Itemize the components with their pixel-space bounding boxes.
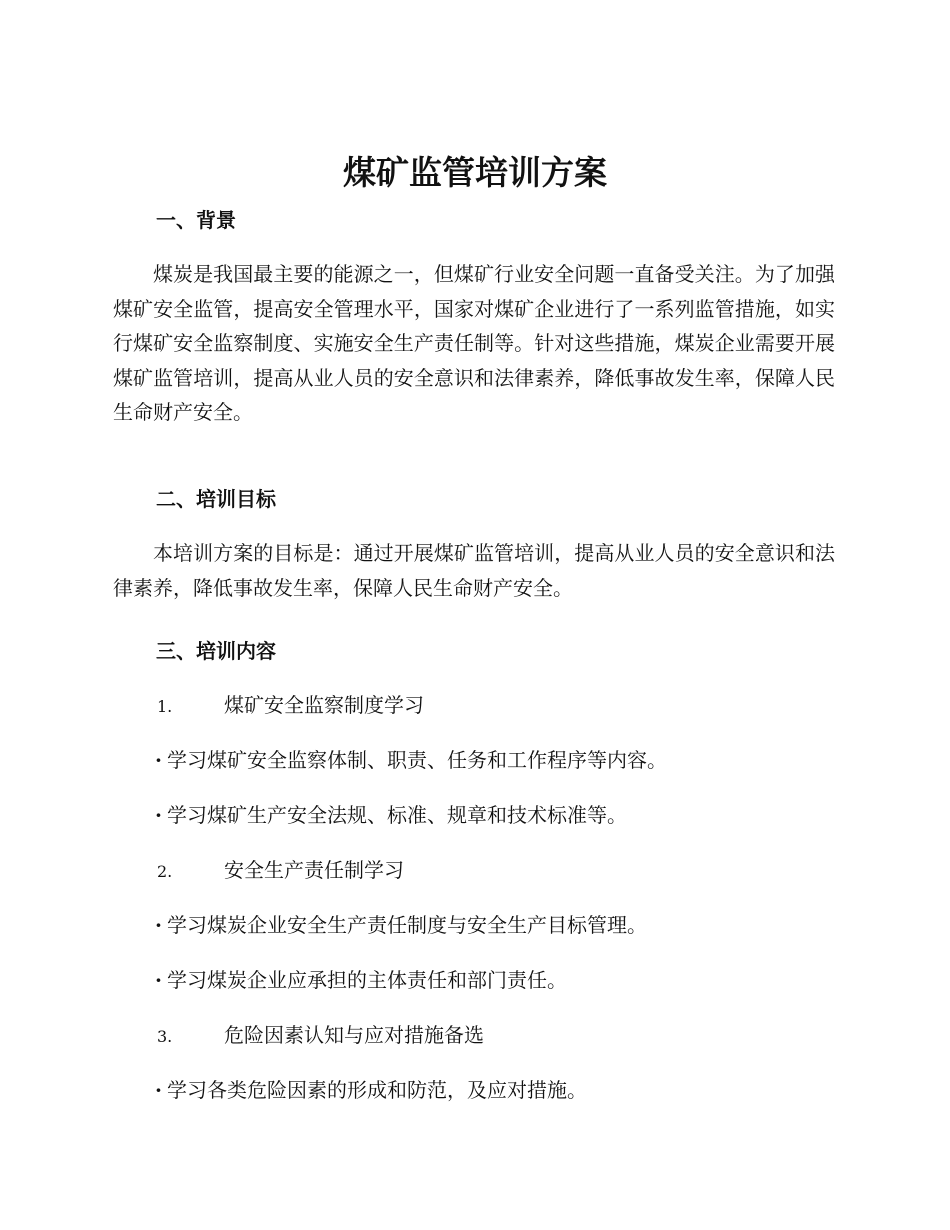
bullet-text: 学习煤矿安全监察体制、职责、任务和工作程序等内容。	[167, 748, 667, 772]
section-paragraph-training-goals: 本培训方案的目标是：通过开展煤矿监管培训，提高从业人员的安全意识和法律素养，降低事故发生率，保障人民生命财产安全。	[113, 541, 835, 600]
item-title: 安全生产责任制学习	[224, 858, 404, 882]
bullet-item	[155, 800, 627, 830]
document-title: 煤矿监管培训方案	[343, 153, 607, 192]
bullet-item	[155, 965, 567, 995]
item-title: 危险因素认知与应对措施备选	[224, 1023, 484, 1047]
bullet-text: 学习各类危险因素的形成和防范，及应对措施。	[167, 1078, 587, 1102]
section-heading-training-goals: 二、培训目标	[156, 487, 276, 511]
section-heading-training-content: 三、培训内容	[156, 639, 276, 663]
bullet-icon: ·	[155, 968, 162, 992]
item-title: 煤矿安全监察制度学习	[224, 693, 424, 717]
numbered-item	[157, 1020, 484, 1052]
section-heading-background: 一、背景	[156, 208, 236, 232]
bullet-text: 学习煤矿生产安全法规、标准、规章和技术标准等。	[167, 803, 627, 827]
numbered-item	[157, 855, 404, 887]
bullet-icon: ·	[155, 748, 162, 772]
item-number: 2.	[157, 862, 173, 881]
item-number: 1.	[157, 697, 173, 716]
bullet-icon: ·	[155, 913, 162, 937]
bullet-icon: ·	[155, 1078, 162, 1102]
numbered-item	[157, 690, 424, 722]
bullet-text: 学习煤炭企业应承担的主体责任和部门责任。	[167, 968, 567, 992]
bullet-text: 学习煤炭企业安全生产责任制度与安全生产目标管理。	[167, 913, 647, 937]
bullet-item	[155, 910, 647, 940]
bullet-icon: ·	[155, 803, 162, 827]
bullet-item	[155, 745, 667, 775]
item-number: 3.	[157, 1027, 173, 1046]
bullet-item	[155, 1075, 587, 1105]
section-paragraph-background: 煤炭是我国最主要的能源之一，但煤矿行业安全问题一直备受关注。为了加强煤矿安全监管，提高安全管理水平，国家对煤矿企业进行了一系列监管措施，如实行煤矿安全监察制度、实施安全生产责任制等。针对这些措施，煤炭企业需要开展煤矿监管培训，提高从业人员的安全意识和法律素养，降低事故发生率，保障人民生命财产安全。	[113, 262, 835, 424]
